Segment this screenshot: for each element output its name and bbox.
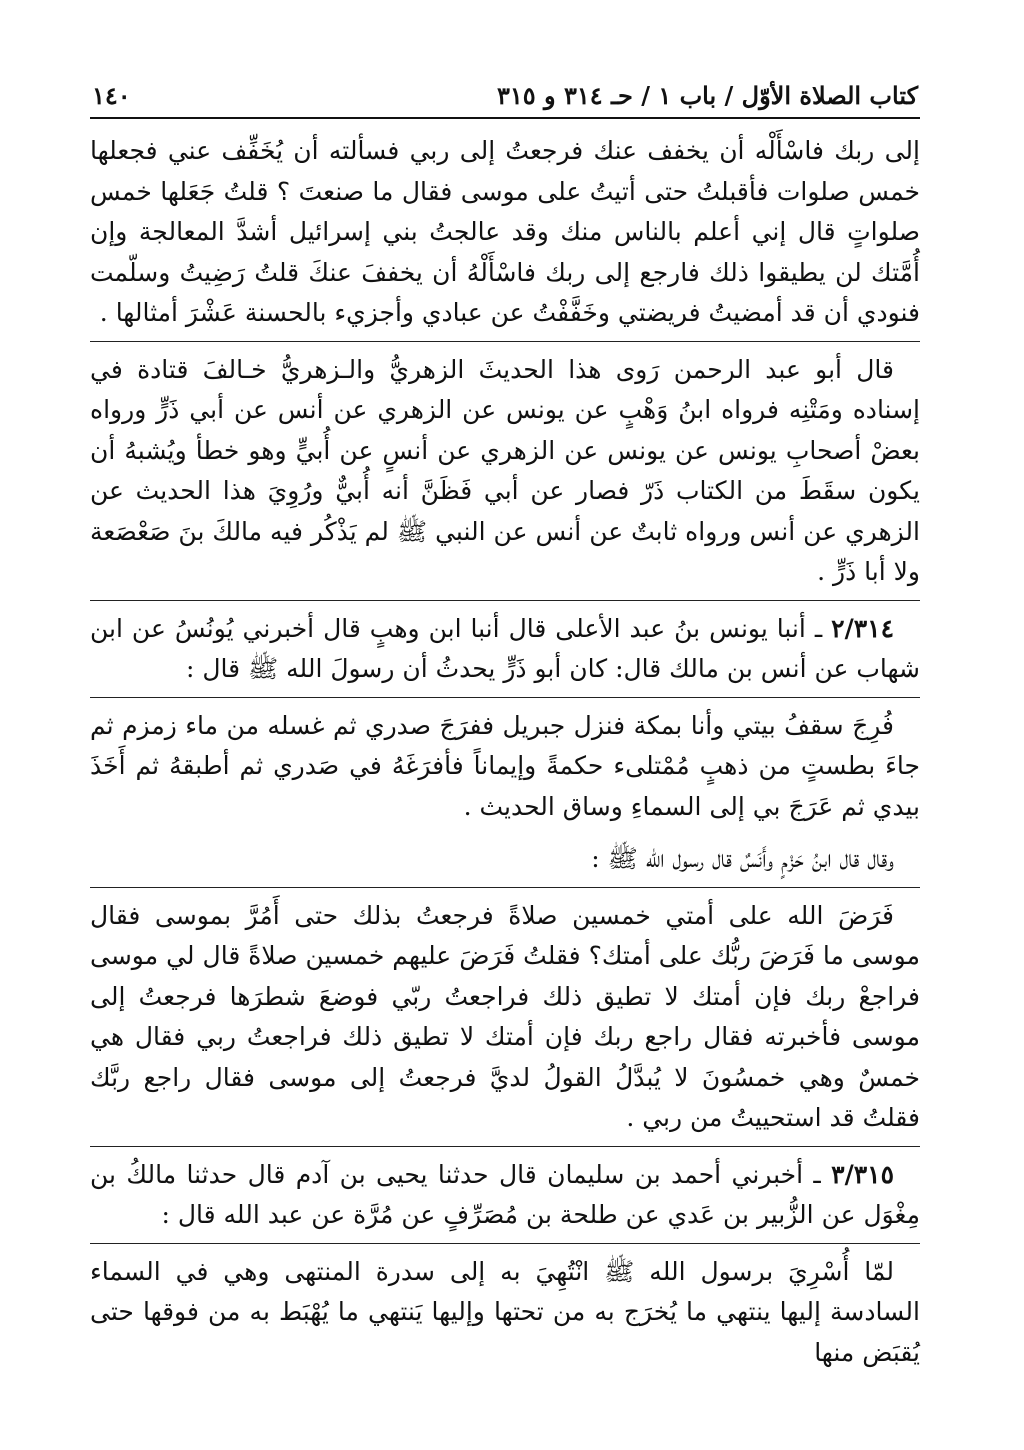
document-page xyxy=(90,78,920,1373)
running-header xyxy=(90,78,920,117)
paragraph-hadith-314-isnad xyxy=(90,609,920,690)
header-rule xyxy=(90,117,920,119)
paragraph-hadith-313-end: إلى ربك فاسْأَلْه أن يخفف عنك فرجعتُ إلى ربي فسألته أن يُخَفِّف عني فجعلها خمس صلوات فأقبلتُ حتى أتيتُ على موسى فقال ما صنعتَ ؟ قلتُ جَعَلها خمس صلواتٍ قال إني أعلم بالناس منك وقد عالجتُ بني إسرائيل أشدَّ المعالجة وإن أُمَّتك لن يطيقوا ذلك فارجع إلى ربك فاسْأَلْهُ أن يخففَ عنكَ قلتُ رَضِيتُ وسلّمت فنودي أن قد أمضيتُ فريضتي وخَفَّفْتُ عن عبادي وأجزيء بالحسنة عَشْرَ أمثالها . xyxy=(90,136,920,327)
hadith-number: ٣/٣١٥ xyxy=(831,1159,894,1189)
section-divider xyxy=(90,1146,920,1147)
section-divider xyxy=(90,697,920,698)
paragraph-commentary: قال أبو عبد الرحمن رَوى هذا الحديثَ الزهريُّ والـزهريُّ خـالفَ قتادة في إسناده ومَتْنِه فرواه ابنُ وَهْبٍ عن يونس عن الزهري عن أنس عن أبي ذَرٍّ ورواه بعضْ أصحابِ يونس عن يونس عن الزهري عن أنسٍ عن أُبيٍّ وهو خطأ ويُشبهُ أن يكون سقَطَ من الكتاب ذَرّ فصار عن أبي فَظَنَّ أنه أُبيٌّ ورُوِيَ هذا الحديث عن الزهري عن أنس ورواه ثابتٌ عن أنس عن النبي ﷺ لم يَذْكُر فيه مالكَ بنَ صَعْصَعة ولا أبا ذَرٍّ . xyxy=(90,354,920,586)
paragraph-hadith-315-matn: لمّا أُسْرِيَ برسول الله ﷺ انْتُهِيَ به إلى سدرة المنتهى وهي في السماء السادسة إليها ينتهي ما يُخرَج به من تحتها وإليها يَنتهي ما يُهْبَط به من فوقها حتى يُقبَض منها xyxy=(90,1256,920,1367)
hadith-isnad-text: ـ أنبا يونس بنُ عبد الأعلى قال أنبا ابن وهبٍ قال أخبرني يُونُسُ عن ابن شهاب عن أنس بن مالك قال: كان أبو ذَرٍّ يحدثُ أن رسولَ الله ﷺ قال : xyxy=(90,613,920,683)
paragraph-hadith-315-isnad xyxy=(90,1155,920,1236)
section-divider xyxy=(90,600,920,601)
header-title: كتاب الصلاة الأوّل / باب ١ / حـ ٣١٤ و ٣١٥ xyxy=(496,81,918,110)
page-number: ١٤٠ xyxy=(92,81,131,110)
hadith-number: ٢/٣١٤ xyxy=(831,613,894,643)
paragraph-hadith-314-matn: فُرِجَ سقفُ بيتي وأنا بمكة فنزل جبريل ففرَجَ صدري ثم غسله من ماء زمزم ثم جاءَ بطستٍ من ذهبٍ مُمْتلىء حكمةً وإيماناً فأفرَغَهُ في صَدري ثم أطبقهُ ثم أَخَذَ بيدي ثم عَرَجَ بي إلى السماءِ وساق الحديث . xyxy=(90,710,920,821)
hadith-isnad-text: ـ أخبرني أحمد بن سليمان قال حدثنا يحيى بن آدم قال حدثنا مالكُ بن مِغْوَل عن الزُّبير بن عَدي عن طلحة بن مُصَرِّفٍ عن مُرَّة عن عبد الله قال : xyxy=(90,1159,920,1229)
paragraph-gap xyxy=(90,827,920,839)
paragraph-hadith-314-second-isnad: وقال قال ابنُ حَزْمٍ وأَنَسٌ قال رسول الله ﷺ : xyxy=(591,844,894,873)
section-divider xyxy=(90,887,920,888)
section-divider xyxy=(90,341,920,342)
section-divider xyxy=(90,1243,920,1244)
paragraph-hadith-314-second-matn: فَرَضَ الله على أمتي خمسين صلاةً فرجعتُ بذلك حتى أَمُرَّ بموسى فقال موسى ما فَرَضَ ربُّك على أمتك؟ فقلتُ فَرَضَ عليهم خمسين صلاةً قال لي موسى فراجعْ ربك فإن أمتك لا تطيق ذلك فراجعتُ ربّي فوضعَ شطرَها فرجعتُ إلى موسى فأخبرته فقال راجع ربك فإن أمتك لا تطيق ذلك فراجعتُ ربي فقال هي خمسٌ وهي خمسُونَ لا يُبدَّلُ القولُ لديَّ فرجعتُ إلى موسى فقال راجع ربَّك فقلتُ قد استحييتُ من ربي . xyxy=(90,900,920,1132)
